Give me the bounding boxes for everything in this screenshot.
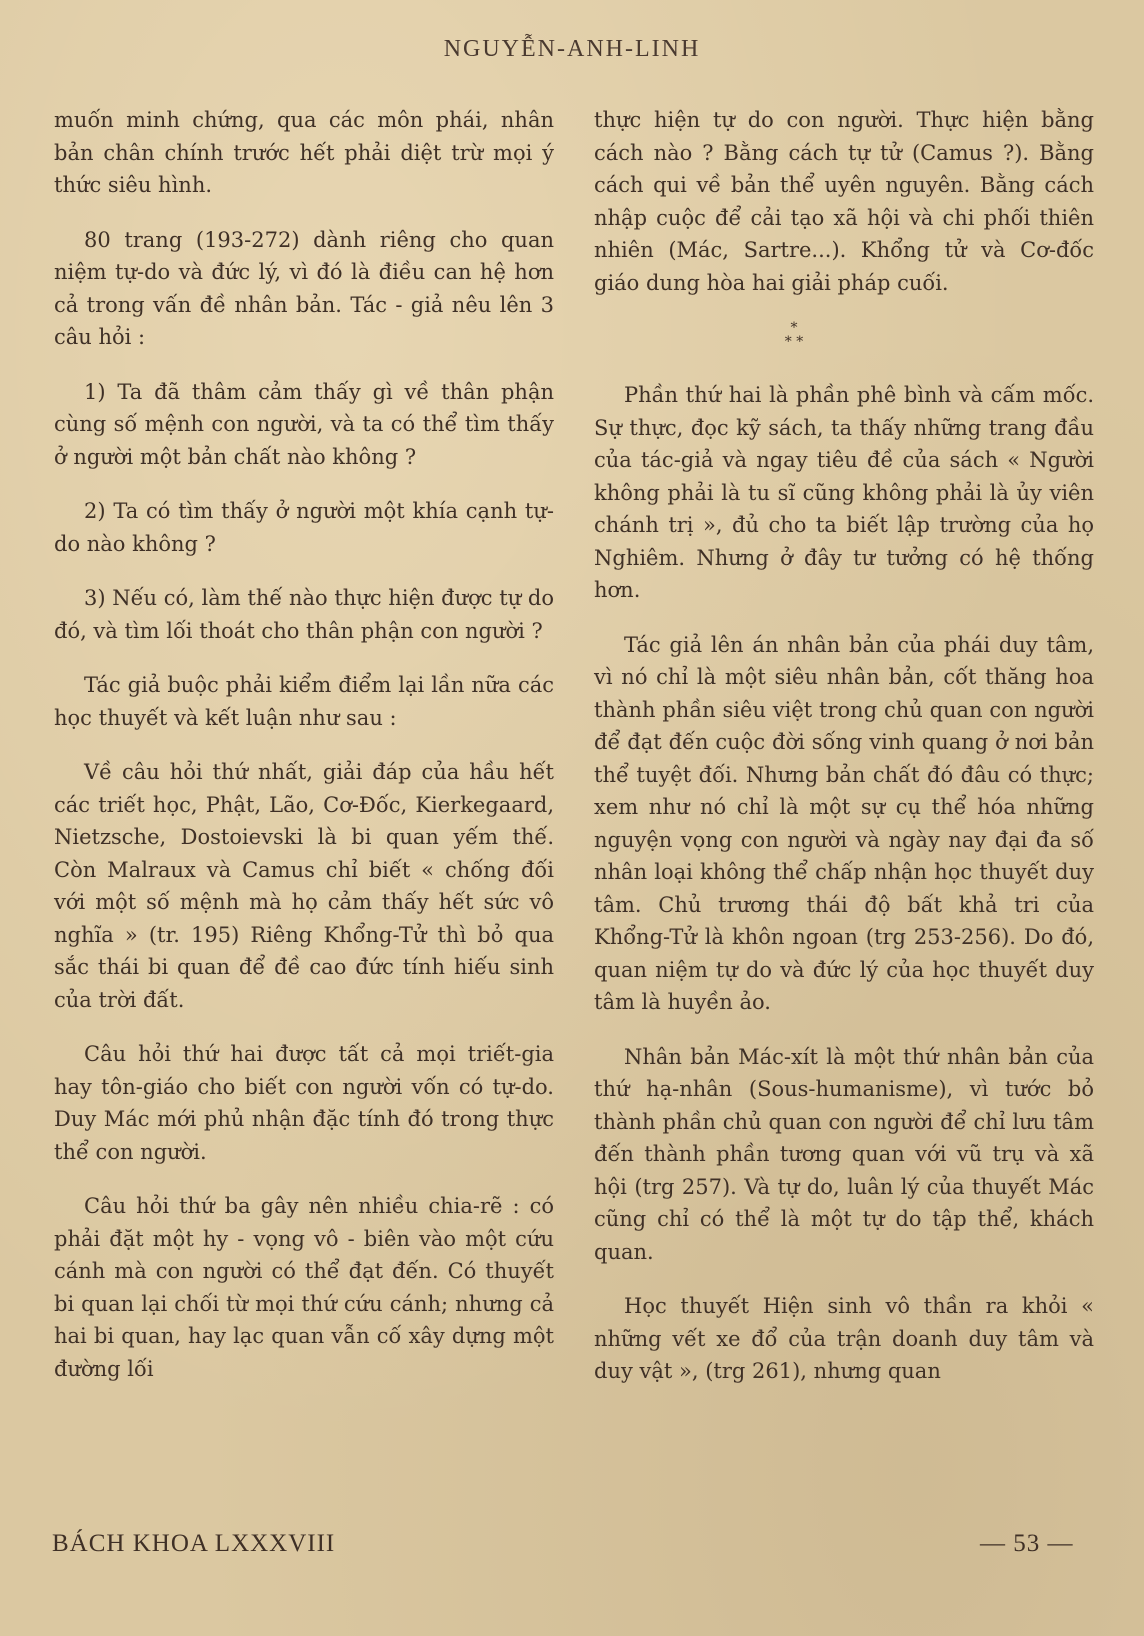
paragraph: muốn minh chứng, qua các môn phái, nhân bản chân chính trước hết phải diệt trừ mọi ý thức siêu hình.	[54, 108, 554, 197]
right-column	[594, 104, 1094, 1410]
paragraph: thực hiện tự do con người. Thực hiện bằng cách nào ? Bằng cách tự tử (Camus ?). Bằng cách qui về bản thể uyên nguyên. Bằng cách nhập cuộc để cải tạo xã hội và chi phối thiên nhiên (Mác, Sartre...). Khổng tử và Cơ-đốc giáo dung hòa hai giải pháp cuối.	[594, 108, 1094, 295]
question-1: 1) Ta đã thâm cảm thấy gì về thân phận cùng số mệnh con người, và ta có thể tìm thấy ở người một bản chất nào không ?	[54, 379, 554, 469]
star-bottom: * *	[784, 334, 804, 350]
paragraph: Phần thứ hai là phần phê bình và cấm mốc. Sự thực, đọc kỹ sách, ta thấy những trang đầu của tác-giả và ngay tiêu đề của sách « Người không phải là tu sĩ cũng không phải là ủy viên chánh trị », đủ cho ta biết lập trường của họ Nghiêm. Nhưng ở đây tư tưởng có hệ thống hơn.	[594, 383, 1094, 602]
paragraph: Nhân bản Mác-xít là một thứ nhân bản của thứ hạ-nhân (Sous-humanisme), vì tước bỏ thành phần chủ quan con người để chỉ lưu tâm đến thành phần tương quan với vũ trụ và xã hội (trg 257). Và tự do, luân lý của thuyết Mác cũng chỉ có thể là một tự do tập thể, khách quan.	[594, 1044, 1094, 1264]
question-2: 2) Ta có tìm thấy ở người một khía cạnh tự-do nào không ?	[54, 499, 554, 556]
paragraph: Tác giả buộc phải kiểm điểm lại lần nữa các học thuyết và kết luận như sau :	[54, 673, 554, 730]
journal-name: BÁCH KHOA LXXXVIII	[52, 1530, 336, 1557]
left-column	[54, 104, 554, 1407]
paragraph: Câu hỏi thứ hai được tất cả mọi triết-gia hay tôn-giáo cho biết con người vốn có tự-do. Duy Mác mới phủ nhận đặc tính đó trong thực thể con người.	[54, 1042, 554, 1164]
paragraph: Câu hỏi thứ ba gây nên nhiều chia-rẽ : có phải đặt một hy - vọng vô - biên vào một cứu cánh mà con người có thể đạt đến. Có thuyết bi quan lại chối từ mọi thứ cứu cánh; nhưng cả hai bi quan, hay lạc quan vẫn cố xây dựng một đường lối	[54, 1194, 554, 1381]
question-3: 3) Nếu có, làm thế nào thực hiện được tự do đó, và tìm lối thoát cho thân phận con người ?	[54, 586, 554, 643]
paragraph: 80 trang (193-272) dành riêng cho quan niệm tự-do và đức lý, vì đó là điều can hệ hơn cả trong vấn đề nhân bản. Tác - giả nêu lên 3 câu hỏi :	[54, 227, 554, 349]
running-header: NGUYỄN-ANH-LINH	[443, 36, 701, 62]
paragraph: Tác giả lên án nhân bản của phái duy tâm, vì nó chỉ là một siêu nhân bản, cốt thăng hoa thành phần siêu việt trong chủ quan con người để đạt đến cuộc đời sống vinh quang ở nơi bản thể tuyệt đối. Nhưng bản chất đó đâu có thực; xem như nó chỉ là một sự cụ thể hóa những nguyện vọng con người và ngày nay đại đa số nhân loại không thể chấp nhận học thuyết duy tâm. Chủ trương thái độ bất khả tri của Khổng-Tử là khôn ngoan (trg 253-256). Do đó, quan niệm tự do và đức lý của học thuyết duy tâm là huyền ảo.	[594, 632, 1094, 1014]
paragraph: Về câu hỏi thứ nhất, giải đáp của hầu hết các triết học, Phật, Lão, Cơ-Đốc, Kierkegaard, Nietzsche, Dostoievski là bi quan yếm thế. Còn Malraux và Camus chỉ biết « chống đối với một số mệnh mà họ cảm thấy hết sức vô nghĩa » (tr. 195) Riêng Khổng-Tử thì bỏ qua sắc thái bi quan để đề cao đức tính hiếu sinh của trời đất.	[54, 760, 554, 1012]
page-number: — 53 —	[980, 1530, 1074, 1557]
star-top: *	[790, 320, 798, 336]
section-separator	[764, 321, 824, 349]
paragraph: Học thuyết Hiện sinh vô thần ra khỏi « những vết xe đổ của trận doanh duy tâm và duy vật », (trg 261), nhưng quan	[594, 1294, 1094, 1383]
